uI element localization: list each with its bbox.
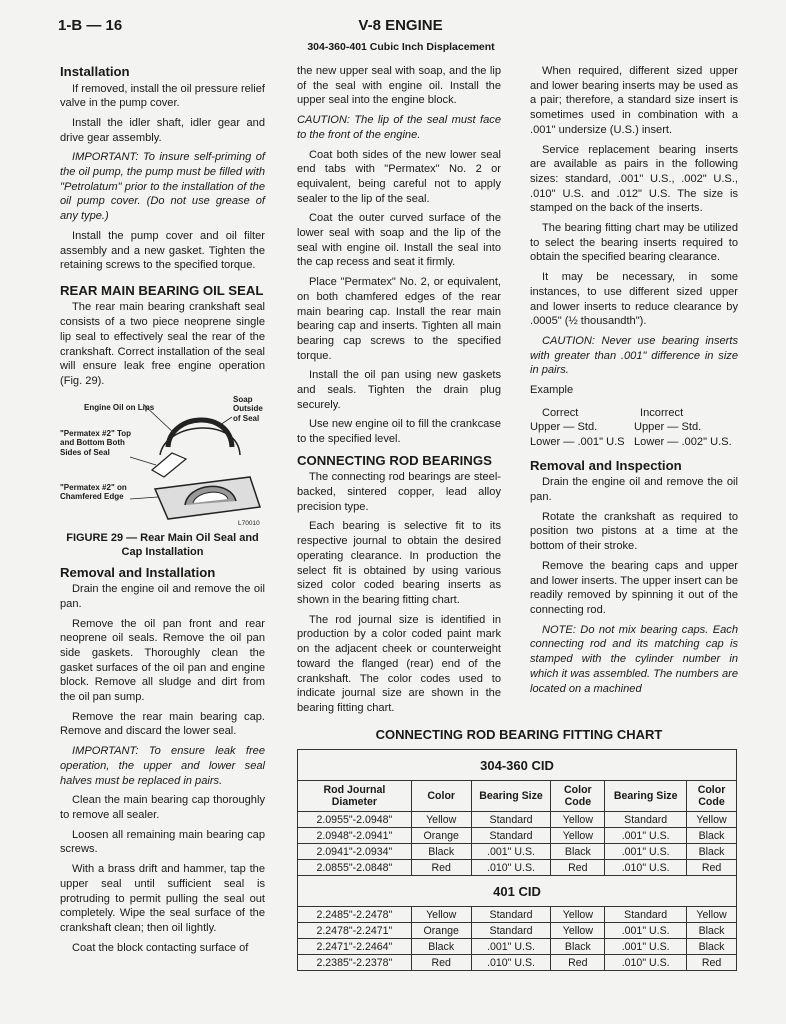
installation-heading: Installation (60, 64, 130, 79)
paragraph: Loosen all remaining main bearing cap screws. (60, 828, 265, 856)
table-section-row (298, 750, 737, 781)
table-row (298, 860, 737, 876)
table-cell: Standard (605, 907, 687, 923)
column-header: Bearing Size (471, 781, 551, 812)
rear-seal-heading: REAR MAIN BEARING OIL SEAL (60, 282, 264, 298)
column-header: Color (411, 781, 471, 812)
fitting-chart-title: CONNECTING ROD BEARING FITTING CHART (375, 727, 663, 742)
example-label: Example (530, 384, 574, 397)
table-row (298, 907, 737, 923)
table-cell: 2.0948"-2.0941" (298, 828, 412, 844)
table-row (298, 828, 737, 844)
table-section-row (298, 876, 737, 907)
example-lower-correct: Lower — .001" U.S (530, 436, 625, 449)
table-cell: Yellow (687, 907, 737, 923)
paragraph: Coat both sides of the new lower seal end tabs with "Permatex" No. 2 or equivalent, being careful not to apply sealer to the lip of the seal. (297, 148, 501, 205)
example-header-row (530, 406, 738, 421)
table-cell: Yellow (687, 812, 737, 828)
table-cell: .001" U.S. (471, 939, 551, 955)
paragraph: Coat the block contacting surface of (72, 941, 249, 954)
table-cell: Black (551, 939, 605, 955)
table-row (298, 955, 737, 971)
table-row (298, 844, 737, 860)
table-cell: Red (411, 955, 471, 971)
table-cell: Standard (471, 923, 551, 939)
table-cell: .010" U.S. (605, 860, 687, 876)
column-left (60, 64, 265, 960)
column-header: Color Code (687, 781, 737, 812)
label-engine-oil: Engine Oil on Lips (84, 402, 155, 412)
paragraph: If removed, install the oil pressure relief valve in the pump cover. (60, 82, 265, 110)
table-cell: Red (687, 955, 737, 971)
paragraph: Clean the main bearing cap thoroughly to remove all sealer. (60, 794, 265, 821)
table-cell: Standard (471, 812, 551, 828)
paragraph: The rear main bearing crankshaft seal consists of a two piece neoprene single lip seal to effectively seal the rear of the crankshaft. Correct installation of the seal will ensure leak free engine operation (Fig. 29). (60, 301, 265, 387)
table-cell: Yellow (551, 828, 605, 844)
table-cell: Yellow (551, 812, 605, 828)
label-permatex-top: "Permatex #2" Top and Bottom Both Sides of Seal (60, 428, 132, 457)
table-cell: Yellow (551, 907, 605, 923)
example-correct: Correct (542, 406, 579, 419)
paragraph: The connecting rod bearings are steel-backed, sintered copper, lead alloy precision type. (297, 471, 501, 513)
label-permatex-chamfer: "Permatex #2" on Chamfered Edge (60, 482, 127, 502)
table-cell: Standard (605, 812, 687, 828)
caution-note: CAUTION: The lip of the seal must face to the front of the engine. (297, 114, 501, 141)
table-cell: Black (687, 828, 737, 844)
table-cell: Red (411, 860, 471, 876)
figure-caption: FIGURE 29 — Rear Main Oil Seal and Cap Installation (66, 531, 259, 558)
table-cell: 2.0855"-2.0848" (298, 860, 412, 876)
table-header-row (298, 781, 737, 812)
table-row (298, 812, 737, 828)
removal-inspection-heading: Removal and Inspection (530, 457, 682, 473)
page-number: 1-B — 16 (58, 17, 123, 34)
table-cell: Orange (411, 923, 471, 939)
example-upper-row (530, 420, 738, 435)
column-header: Bearing Size (605, 781, 687, 812)
example-lower-row (530, 435, 738, 450)
table-cell: 2.0941"-2.0934" (298, 844, 412, 860)
table-cell: 2.2385"-2.2378" (298, 955, 412, 971)
table-cell: Red (551, 860, 605, 876)
paragraph: the new upper seal with soap, and the lip of the seal with engine oil. Install the upper seal into the engine block. (297, 65, 501, 107)
example-incorrect: Incorrect (640, 406, 684, 419)
page-title: V-8 ENGINE (358, 17, 443, 34)
table-row (298, 939, 737, 955)
table-cell: Standard (471, 828, 551, 844)
table-cell: Black (687, 844, 737, 860)
example-upper-correct: Upper — Std. (530, 421, 598, 434)
table-cell: Black (687, 939, 737, 955)
table-cell: Black (411, 844, 471, 860)
table-cell: Yellow (411, 907, 471, 923)
paragraph: With a brass drift and hammer, tap the upper seal until sufficient seal is protruding to permit pulling the seal out completely. Wipe the seal surface of the crankshaft clean; then oil lightly. (60, 863, 265, 934)
table-cell: .001" U.S. (605, 844, 687, 860)
column-middle (297, 64, 501, 721)
paragraph: Remove the oil pan front and rear neoprene oil seals. Remove the oil pan side gaskets. Thoroughly clean the gasket surfaces of the oil pan and engine block. Remove all sludge and dirt from the oil pan sump. (60, 617, 265, 704)
caution-note: CAUTION: Never use bearing inserts with greater than .001" difference in size in pairs. (530, 334, 738, 377)
page-subtitle: 304-360-401 Cubic Inch Displacement (307, 41, 495, 53)
paragraph: Coat the outer curved surface of the lower seal with soap and the lip of the seal with engine oil. Install the seal into the cap recess and seat it firmly. (297, 212, 501, 269)
paragraph: Install the idler shaft, idler gear and drive gear assembly. (60, 116, 265, 144)
table-cell: Yellow (411, 812, 471, 828)
table-cell: .010" U.S. (605, 955, 687, 971)
table-cell: 2.2471"-2.2464" (298, 939, 412, 955)
table-cell: .001" U.S. (605, 923, 687, 939)
removal-installation-heading: Removal and Installation (60, 564, 216, 580)
paragraph: Rotate the crankshaft as required to position two pistons at a time at the bottom of their stroke. (530, 510, 738, 553)
table-cell: 2.2478"-2.2471" (298, 923, 412, 939)
paragraph: Use new engine oil to fill the crankcase to the specified level. (297, 418, 501, 446)
table-cell: .001" U.S. (605, 828, 687, 844)
table-row (298, 923, 737, 939)
paragraph: Drain the engine oil and remove the oil pan. (530, 476, 738, 504)
paragraph: The rod journal size is identified in production by a color coded paint mark on the adjacent cheek or counterweight toward the flanged (rear) end of the crankshaft. The color codes used to indicate journal size are shown in the bearing fitting chart. (297, 613, 501, 714)
table-cell: Black (411, 939, 471, 955)
table-cell: Standard (471, 907, 551, 923)
section-304-360-cid: 304-360 CID (298, 750, 737, 781)
figure-code: L70010 (238, 519, 260, 527)
table-cell: .010" U.S. (471, 860, 551, 876)
label-soap: Soap Outside of Seal (233, 394, 263, 423)
example-upper-incorrect: Upper — Std. (634, 421, 702, 434)
table-cell: .010" U.S. (471, 955, 551, 971)
paragraph: Remove the rear main bearing cap. Remove and discard the lower seal. (60, 710, 265, 738)
table-cell: Yellow (551, 923, 605, 939)
bearing-fitting-table (297, 749, 737, 971)
paragraph: When required, different sized upper and lower bearing inserts may be used as a pair; therefore, a standard size insert is sometimes used in combination with a .001" undersize (U.S.) insert. (530, 65, 738, 136)
column-right (530, 64, 738, 701)
paragraph: Install the pump cover and oil filter assembly and a new gasket. Tighten the retaining screws to the specified torque. (60, 229, 265, 272)
table-cell: Red (687, 860, 737, 876)
paragraph: The bearing fitting chart may be utilized to select the bearing inserts required to obtain the specified bearing clearance. (530, 222, 738, 264)
table-cell: Black (551, 844, 605, 860)
table-cell: Black (687, 923, 737, 939)
paragraph: Remove the bearing caps and upper and lower inserts. The upper insert can be readily removed by spinning it out of the connecting rod. (530, 559, 738, 616)
connecting-rod-heading: CONNECTING ROD BEARINGS (297, 452, 492, 468)
table-cell: 2.0955"-2.0948" (298, 812, 412, 828)
figure-29 (60, 395, 265, 527)
note: NOTE: Do not mix bearing caps. Each connecting rod and its matching cap is stamped with the cylinder number in which it was assembled. The numbers are located on a machined (530, 623, 738, 695)
paragraph: Service replacement bearing inserts are available as pairs in the following sizes: standard, .001" U.S., .002" U.S., .010" U.S. and .012" U.S. The size is stamped on the back of the inserts. (530, 143, 738, 215)
table-cell: Red (551, 955, 605, 971)
section-401-cid: 401 CID (298, 876, 737, 907)
table-cell: 2.2485"-2.2478" (298, 907, 412, 923)
important-note: IMPORTANT: To insure self-priming of the oil pump, the pump must be filled with "Petrolatum" prior to the installation of the oil pump cover. (Do not use grease of any type.) (60, 151, 265, 223)
table-cell: .001" U.S. (605, 939, 687, 955)
column-header: Color Code (551, 781, 605, 812)
table-cell: .001" U.S. (471, 844, 551, 860)
important-note: IMPORTANT: To ensure leak free operation, the upper and lower seal halves must be replaced in pairs. (60, 745, 265, 787)
example-lower-incorrect: Lower — .002" U.S. (634, 436, 732, 449)
paragraph: Drain the engine oil and remove the oil pan. (60, 583, 265, 610)
paragraph: Install the oil pan using new gaskets and seals. Tighten the drain plug securely. (297, 369, 501, 411)
paragraph: It may be necessary, in some instances, to use different sized upper and lower inserts to reduce clearance by .0005" (½ thousandth"). (530, 271, 738, 328)
column-header: Rod Journal Diameter (298, 781, 412, 812)
paragraph: Each bearing is selective fit to its respective journal to obtain the desired operating clearance. In production the select fit is obtained by using various sized color coded bearing inserts as shown in the bearing fitting chart. (297, 520, 501, 606)
paragraph: Place "Permatex" No. 2, or equivalent, on both chamfered edges of the rear main bearing cap. Install the rear main bearing cap and inserts. Tighten all main bearing cap screws to the specified torque. (297, 276, 501, 362)
table-cell: Orange (411, 828, 471, 844)
